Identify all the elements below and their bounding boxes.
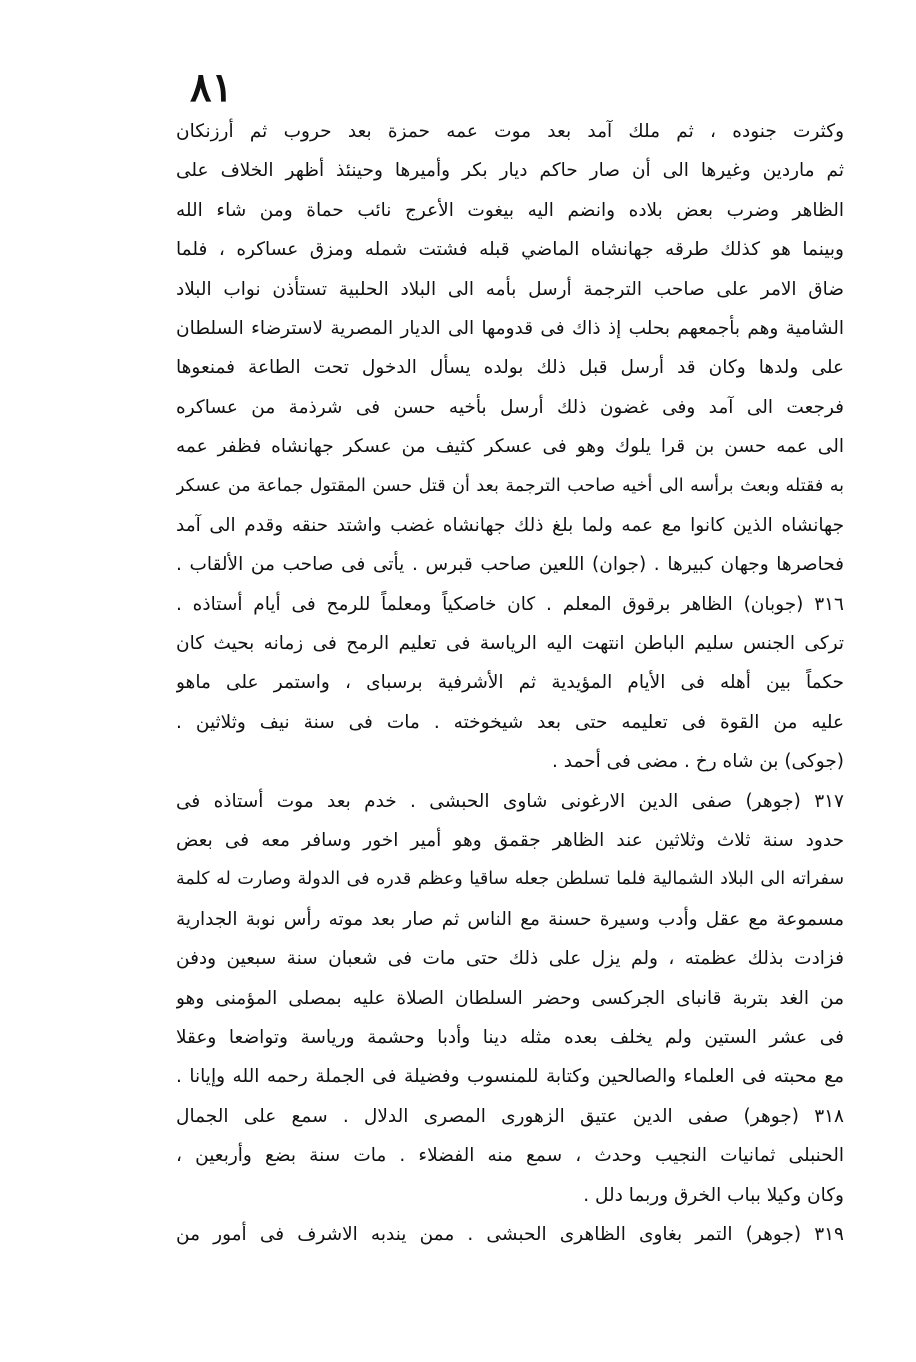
page-number: ٨١ <box>190 64 233 111</box>
text-line: فى عشر الستين ولم يخلف بعده مثله دينا وأدبا وحشمة ورياسة وتواضعا وعقلا <box>176 1026 844 1048</box>
text-line: جهانشاه الذين كانوا مع عمه ولما بلغ ذلك جهانشاه غضب واشتد حنقه وقدم الى آمد <box>176 514 844 536</box>
text-line: على ولدها وكان قد أرسل قبل ذلك بولده يسأل الدخول تحت الطاعة فمنعوها <box>176 357 844 379</box>
text-line: وبينما هو كذلك طرقه جهانشاه الماضي قبله فشتت شمله ومزق عساكره ، فلما <box>176 239 844 261</box>
text-line: وكان وكيلا بباب الخرق وربما دلل . <box>583 1184 844 1206</box>
text-line: فحاصرها وجهان كبيرها . (جوان) اللعين صاحب قبرس . يأتى فى صاحب من الألقاب . <box>176 554 844 576</box>
entry-317-heading: ٣١٧ (جوهر) صفى الدين الارغونى شاوى الحبشى . خدم بعد موت أستاذه فى <box>176 790 844 812</box>
text-line: فزادت بذلك عظمته ، ولم يزل على ذلك حتى مات فى شعبان سنة سبعين ودفن <box>176 948 844 970</box>
body-text <box>176 112 844 1254</box>
text-line: مع محبته فى العلماء والصالحين وكتابة للمنسوب وفضيلة فى الجملة رحمه الله وإيانا . <box>176 1066 844 1088</box>
text-line: ضاق الامر على صاحب الترجمة أرسل بأمه الى البلاد الحلبية تستأذن نواب البلاد <box>176 278 844 300</box>
text-line: عليه من القوة فى تعليمه حتى بعد شيخوخته . مات فى سنة نيف وثلاثين . <box>176 711 844 733</box>
text-line: سفراته الى البلاد الشمالية فلما تسلطن جعله ساقيا وعظم قدره فى الدولة وصارت له كلمة <box>176 869 844 890</box>
text-line: الى عمه حسن بن قرا يلوك وهو فى عسكر كثيف من عسكر جهانشاه فظفر عمه <box>176 436 844 458</box>
text-line: من الغد بتربة قانباى الجركسى وحضر السلطان الصلاة عليه بمصلى المؤمنى وهو <box>176 987 844 1009</box>
text-line: به فقتله وبعث برأسه الى أخيه صاحب الترجمة بعد أن قتل حسن المقتول جماعة من عسكر <box>176 475 844 496</box>
text-line: الحنبلى ثمانيات النجيب وحدث ، سمع منه الفضلاء . مات سنة بضع وأربعين ، <box>176 1145 844 1167</box>
entry-316-heading: ٣١٦ (جوبان) الظاهر برقوق المعلم . كان خاصكياً ومعلماً للرمح فى أيام أستاذه . <box>176 593 844 615</box>
entry-318-heading: ٣١٨ (جوهر) صفى الدين عتيق الزهورى المصرى الدلال . سمع على الجمال <box>176 1105 844 1127</box>
text-line: حكماً بين أهله فى الأيام المؤيدية ثم الأشرفية برسباى ، واستمر على ماهو <box>176 672 844 694</box>
text-line: الشامية وهم بأجمعهم بحلب إذ ذاك فى قدومها الى الديار المصرية لاسترضاء السلطان <box>176 317 844 339</box>
text-line: فرجعت الى آمد وفى غضون ذلك أرسل بأخيه حسن فى شرذمة من عساكره <box>176 396 844 418</box>
cross-reference-line: (جوكى) بن شاه رخ . مضى فى أحمد . <box>551 751 844 773</box>
text-line: الظاهر وضرب بعض بلاده وانضم اليه بيغوت الأعرج نائب حماة ومن شاء الله <box>176 199 844 221</box>
text-line: وكثرت جنوده ، ثم ملك آمد بعد موت عمه حمزة بعد حروب ثم أرزنكان <box>176 121 844 142</box>
text-line: حدود سنة ثلاث وثلاثين عند الظاهر جقمق وهو أمير اخور وسافر معه فى بعض <box>176 830 844 852</box>
entry-319-heading: ٣١٩ (جوهر) التمر بغاوى الظاهرى الحبشى . ممن يندبه الاشرف فى أمور من <box>176 1223 844 1245</box>
text-line: تركى الجنس سليم الباطن انتهت اليه الرياسة فى تعليم الرمح فى زمانه بحيث كان <box>176 633 844 655</box>
text-line: مسموعة مع عقل وأدب وسيرة حسنة مع الناس ثم صار بعد موته رأس نوبة الجدارية <box>176 908 844 930</box>
text-line: ثم ماردين وغيرها الى أن صار حاكم ديار بكر وأميرها وحينئذ أظهر الخلاف على <box>176 160 844 182</box>
